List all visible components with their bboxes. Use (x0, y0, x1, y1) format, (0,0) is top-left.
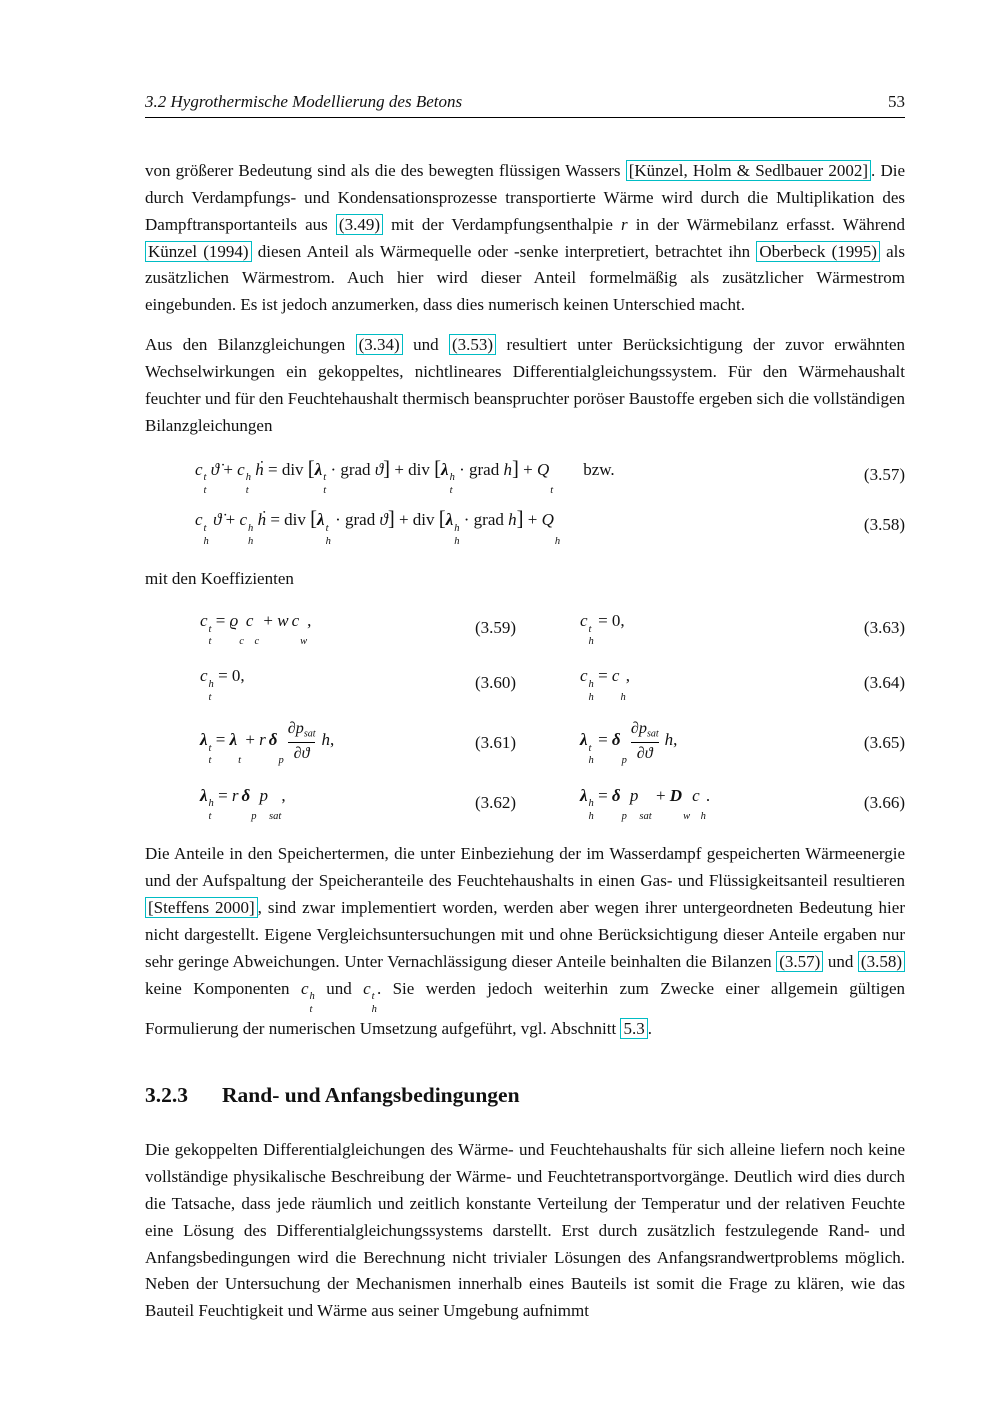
section-heading (145, 1079, 905, 1113)
math-symbol: δ p (268, 729, 284, 767)
math-symbol: c h h (580, 666, 594, 703)
coef-row-3 (145, 719, 905, 768)
math-symbol: λ h t (200, 785, 214, 822)
coefficients-block (145, 608, 905, 824)
math-symbol: λ h t (441, 459, 455, 496)
math-symbol: c t t (200, 610, 212, 648)
paragraph-4: Die gekoppelten Differentialgleichungen des Wärme- und Feuchtehaushalts für sich alleine liefern noch keine vollständige physikalische Beschreibung der Wärme- und Feuchtetransportvorgänge. Deutlich wird dies durch die Tatsache, dass jede räumlich und zeitlich konstante Verteilung der Temperatur und der relativen Feuchte eine Lösung des Differentialgleichungssystems darstellt. Erst durch zusätzlich festzulegende Rand- und Anfangsbedingungen wird die Berechnung nicht trivialer Lösungen des Anfangsrandwertproblems möglich. Neben der Untersuchung der Mechanismen innerhalb eines Bauteils ist somit die Frage zu klären, wie das Bauteil Feuchtigkeit und Wärme aus seiner Umgebung aufnimmt (145, 1140, 905, 1321)
math-symbol: c t t (195, 459, 207, 496)
equation-body-358: c t h ϑ̇ + c h h ḣ = div [λ t h · grad ϑ] + div [λ h h · grad h] + Q h (195, 508, 561, 547)
math-symbol: δ p (611, 729, 627, 767)
citation-link[interactable]: (3.53) (449, 334, 496, 355)
math-symbol: c t h (195, 510, 209, 547)
math-symbol: p sat (259, 785, 282, 822)
math-symbol: c h h (239, 510, 254, 547)
math-symbol: λ t t (314, 459, 327, 496)
equation-row-357 (145, 453, 905, 498)
math-symbol: D w (669, 785, 691, 822)
citation-link[interactable]: Oberbeck (1995) (756, 241, 880, 262)
coef-no-359: (3.59) (475, 617, 517, 637)
paragraph-2: Aus den Bilanzgleichungen (3.34) und (3.53) resultiert unter Berücksichtigung der zuvor erwähnten Wechselwirkungen ein gekoppeltes, nichtlineares Differentialgleichungssystem. Für den Wärmehaushalt feuchter und für den Feuchtehaushalt thermisch beanspruchter poröser Baustoffe ergeben sich die vollständigen Bilanzgleichungen (145, 335, 906, 435)
page-body (145, 158, 905, 1325)
math-symbol: λ h h (445, 510, 460, 547)
citation-link[interactable]: [Künzel, Holm & Sedlbauer 2002] (626, 160, 871, 181)
coef-eq-366: λ h h = δ p p sat + D w c h . (580, 785, 711, 822)
page-number: 53 (888, 92, 905, 111)
math-symbol: c h (692, 785, 706, 822)
coef-no-365: (3.65) (863, 732, 905, 752)
coef-eq-365: λ t h = δ p $\frac{\partial p_{sat}}{\partial ϑ}$ h, (580, 720, 678, 767)
math-symbol: λ h h (580, 785, 594, 822)
math-symbol: δ p (611, 785, 627, 822)
coef-no-361: (3.61) (475, 732, 517, 752)
display-equation-block (145, 453, 905, 548)
coef-eq-361: λ t t = λ t + r δ p $\frac{\partial p_{sat}}{\partial ϑ}$ h, (200, 720, 335, 767)
coef-no-364: (3.64) (863, 673, 905, 693)
citation-link[interactable]: 5.3 (620, 1018, 647, 1039)
math-symbol: c c (245, 610, 260, 648)
math-symbol: c h t (237, 459, 251, 496)
math-symbol: λ t h (580, 729, 594, 767)
citation-link[interactable]: (3.58) (858, 951, 905, 972)
citation-link[interactable]: (3.34) (356, 334, 403, 355)
paragraph-3: Die Anteile in den Speichertermen, die unter Einbeziehung der im Wasserdampf gespeicherten Wärmeenergie und der Aufspaltung der Speicheranteile des Feuchtehaushalts in einen Gas- und Flüssigkeitsanteil resultieren [Steffens 2000] , sind zwar implementiert worden, werden aber wegen ihrer untergeordneten Bedeutung hier nicht dargestellt. Eigene Vergleichsuntersuchungen mit und ohne Berücksichtigung dieser Anteile ergaben nur sehr geringe Abweichungen. Unter Vernachlässigung dieser Anteile beinhalten die Bilanzen (3.57) und (3.58) keine Komponenten c h t und c t h . Sie werden jedoch weiterhin zum Zwecke einer allgemein gültigen Formulierung der numerischen Umsetzung aufgeführt, vgl. Abschnitt 5.3 . (145, 844, 905, 1039)
section-title: Rand- und Anfangsbedingungen (222, 1083, 520, 1108)
math-symbol: Q t (536, 459, 554, 496)
equation-body-357: c t t ϑ̇ + c h t ḣ = div [λ t t · grad ϑ] + div [λ h t · grad h] + Q t bzw. (195, 457, 615, 496)
paragraph-1: von größerer Bedeutung sind als die des bewegten flüssigen Wassers [Künzel, Holm & Sedlbauer 2002] . Die durch Verdampfungs- und Kondensationsprozesse transportierte Wärme wird durch die Multiplikation des Dampftransportanteils aus (3.49) mit der Verdampfungsenthalpie r in der Wärmebilanz erfasst. Während Künzel (1994) diesen Anteil als Wärmequelle oder -senke interpretiert, betrachtet ihn Oberbeck (1995) als zusätzlichen Wärmestrom. Auch hier wird dieser Anteil formelmäßig als zusätzlicher Wärmestrom eingebunden. Es ist jedoch anzumerken, dass dies numerisch keinen Unterschied macht. (145, 161, 905, 315)
math-symbol: c w (291, 610, 308, 648)
math-symbol: λ t t (200, 729, 212, 767)
citation-link[interactable]: [Steffens 2000] (145, 897, 258, 918)
coef-no-360: (3.60) (475, 673, 517, 693)
math-symbol: δ p (241, 785, 257, 822)
math-symbol: Q h (541, 510, 561, 547)
coef-row-2 (145, 663, 905, 704)
coef-eq-363: c t h = 0, (580, 610, 625, 648)
coef-row-4 (145, 783, 905, 824)
math-symbol: c t h (580, 610, 594, 648)
math-symbol: λ t h (317, 510, 331, 547)
math-symbol: c t h (363, 978, 377, 1015)
coef-row-1 (145, 608, 905, 649)
coef-no-363: (3.63) (863, 617, 905, 637)
section-number: 3.2.3 (145, 1083, 188, 1108)
running-header-title: 3.2 Hygrothermische Modellierung des Betons (145, 92, 463, 111)
coefficients-intro: mit den Koeffizienten (145, 568, 294, 588)
fraction: $\frac{\partial p_{sat}}{\partial ϑ}$ (287, 720, 316, 762)
equation-row-358 (145, 503, 905, 548)
math-symbol: c h t (300, 978, 315, 1015)
equation-number-357: (3.57) (863, 464, 905, 484)
math-symbol: c h t (200, 666, 214, 703)
coef-eq-364: c h h = c h , (580, 666, 630, 703)
coef-eq-359: c t t = ϱ c c c + w c w , (200, 610, 312, 648)
equation-number-358: (3.58) (863, 515, 905, 535)
coef-eq-362: λ h t = r δ p p sat , (200, 785, 286, 822)
coef-no-366: (3.66) (863, 792, 905, 812)
coef-eq-360: c h t = 0, (200, 666, 245, 703)
math-symbol: λ t (229, 729, 242, 767)
running-header (145, 92, 905, 118)
coef-no-362: (3.62) (475, 792, 517, 812)
citation-link[interactable]: (3.57) (776, 951, 823, 972)
math-symbol: ϱ c (229, 610, 244, 648)
citation-link[interactable]: (3.49) (336, 214, 383, 235)
math-symbol: c h (611, 666, 626, 703)
fraction: $\frac{\partial p_{sat}}{\partial ϑ}$ (630, 720, 659, 762)
math-symbol: p sat (629, 785, 652, 822)
citation-link[interactable]: Künzel (1994) (145, 241, 252, 262)
